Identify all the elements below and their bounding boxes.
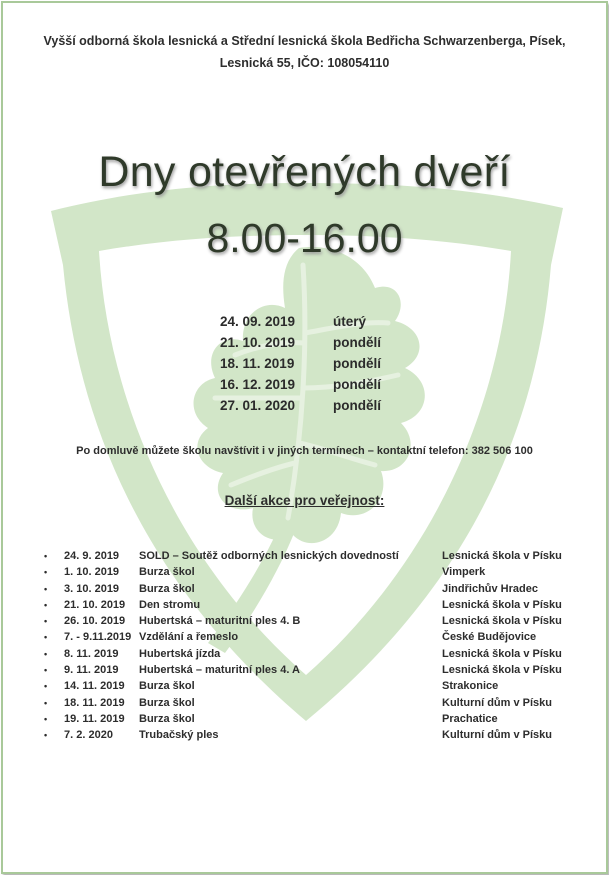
- event-place: Lesnická škola v Písku: [442, 647, 562, 660]
- document-page: [1, 1, 608, 874]
- open-day-date: 27. 01. 2020: [220, 398, 296, 413]
- event-date: 7. 2. 2020: [64, 729, 113, 742]
- bullet-icon: •: [44, 730, 48, 741]
- bullet-icon: •: [44, 616, 48, 627]
- open-day-date: 16. 12. 2019: [220, 377, 296, 392]
- event-place: Lesnická škola v Písku: [442, 615, 562, 628]
- event-name: Burza škol: [139, 696, 195, 709]
- list-item: [44, 613, 604, 629]
- event-date: 7. - 9.11.2019: [64, 631, 132, 644]
- event-place: Jindřichův Hradec: [442, 582, 538, 595]
- bullet-icon: •: [44, 665, 48, 676]
- event-name: Burza škol: [139, 582, 195, 595]
- open-day-weekday: pondělí: [333, 335, 381, 350]
- event-place: Prachatice: [442, 712, 498, 725]
- event-date: 24. 9. 2019: [64, 550, 120, 562]
- bullet-icon: •: [44, 713, 48, 724]
- page-title: Dny otevřených dveří: [98, 148, 511, 196]
- event-place: Lesnická škola v Písku: [442, 550, 562, 562]
- open-day-weekday: pondělí: [333, 356, 381, 371]
- event-place: Strakonice: [442, 680, 499, 693]
- open-day-weekday: pondělí: [333, 398, 381, 413]
- school-name: Vyšší odborná škola lesnická a Střední lesnická škola Bedřicha Schwarzenberga, Písek,: [43, 34, 566, 48]
- open-day-weekday: pondělí: [333, 377, 381, 392]
- bullet-icon: •: [44, 583, 48, 594]
- open-day-weekday: úterý: [333, 314, 367, 329]
- open-day-date: 24. 09. 2019: [220, 314, 296, 329]
- list-item: [44, 646, 604, 662]
- event-date: 14. 11. 2019: [64, 680, 125, 693]
- list-item: [44, 695, 604, 711]
- event-place: Lesnická škola v Písku: [442, 598, 562, 611]
- event-date: 18. 11. 2019: [64, 696, 125, 709]
- event-name: Burza škol: [139, 566, 195, 579]
- event-name: Hubertská – maturitní ples 4. B: [139, 615, 301, 628]
- event-date: 9. 11. 2019: [64, 664, 119, 677]
- list-item: [44, 564, 604, 580]
- event-date: 26. 10. 2019: [64, 615, 126, 628]
- opening-hours: 8.00-16.00: [206, 215, 403, 261]
- open-day-row: [220, 311, 381, 332]
- event-place: České Budějovice: [442, 631, 537, 644]
- event-name: Trubačský ples: [139, 729, 219, 742]
- events-list: [44, 548, 604, 744]
- list-item: [44, 548, 604, 564]
- event-name: Vzdělání a řemeslo: [139, 631, 239, 644]
- bullet-icon: •: [44, 648, 48, 659]
- school-address: Lesnická 55, IČO: 108054110: [219, 56, 390, 70]
- event-place: Kulturní dům v Písku: [442, 729, 553, 742]
- open-day-date: 18. 11. 2019: [220, 356, 295, 371]
- event-place: Kulturní dům v Písku: [442, 696, 553, 709]
- school-header: [3, 30, 606, 74]
- list-item: [44, 662, 604, 678]
- event-date: 21. 10. 2019: [64, 598, 126, 611]
- bullet-icon: •: [44, 632, 48, 643]
- bullet-icon: •: [44, 551, 48, 561]
- list-item: [44, 629, 604, 645]
- contact-note: Po domluvě můžete školu navštívit i v jiných termínech – kontaktní telefon: 382 506 100: [76, 445, 533, 457]
- event-date: 8. 11. 2019: [64, 647, 119, 660]
- open-day-row: [220, 332, 381, 353]
- bullet-icon: •: [44, 567, 48, 578]
- open-day-row: [220, 353, 381, 374]
- list-item: [44, 727, 604, 743]
- event-name: SOLD – Soutěž odborných lesnických dovedností: [139, 550, 399, 562]
- open-day-date: 21. 10. 2019: [220, 335, 296, 350]
- bullet-icon: •: [44, 697, 48, 708]
- event-date: 19. 11. 2019: [64, 712, 125, 725]
- events-title: Další akce pro veřejnost:: [224, 493, 385, 508]
- list-item: [44, 678, 604, 694]
- event-name: Burza škol: [139, 680, 195, 693]
- event-place: Lesnická škola v Písku: [442, 664, 562, 677]
- bullet-icon: •: [44, 599, 48, 610]
- bullet-icon: •: [44, 681, 48, 692]
- event-name: Den stromu: [139, 598, 201, 611]
- list-item: [44, 597, 604, 613]
- open-day-row: [220, 374, 381, 395]
- event-place: Vimperk: [442, 566, 486, 579]
- event-date: 1. 10. 2019: [64, 566, 120, 579]
- event-name: Burza škol: [139, 712, 195, 725]
- list-item: [44, 711, 604, 727]
- event-name: Hubertská – maturitní ples 4. A: [139, 664, 300, 677]
- open-days-list: [220, 311, 381, 416]
- open-day-row: [220, 395, 381, 416]
- event-name: Hubertská jízda: [139, 647, 221, 660]
- list-item: [44, 581, 604, 597]
- event-date: 3. 10. 2019: [64, 582, 120, 595]
